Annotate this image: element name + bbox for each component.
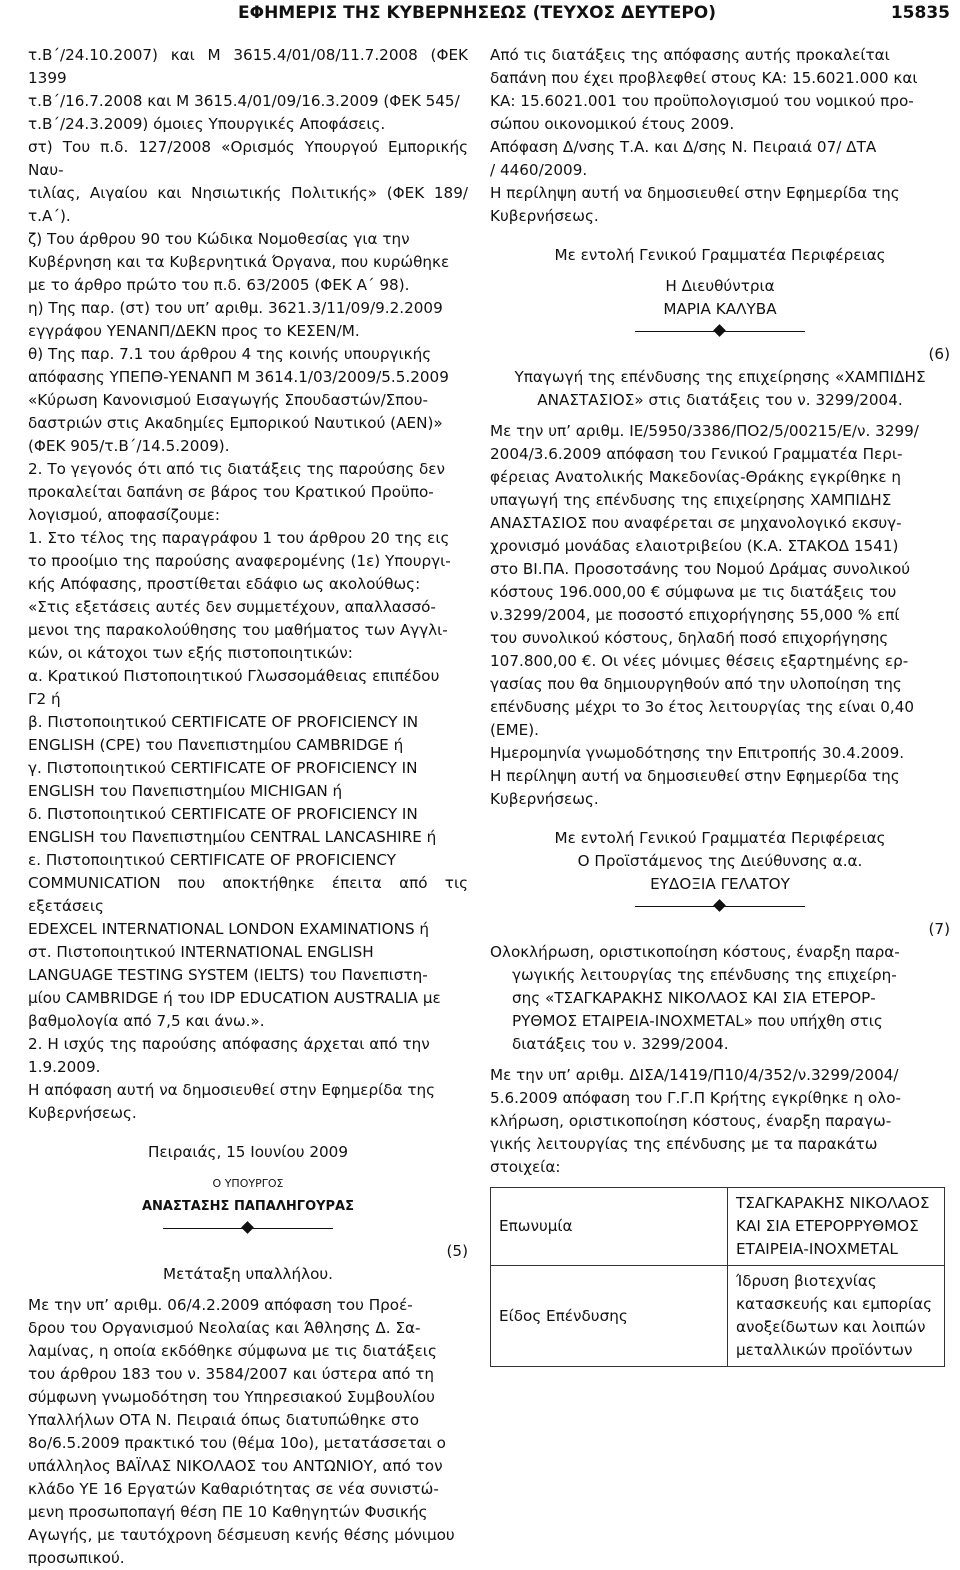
head-name: ΕΥΔΟΞΙΑ ΓΕΛΑΤΟΥ [650,875,790,893]
text-line: Με την υπ’ αριθμ. ΙΕ/5950/3386/ΠΟ2/5/00215/Ε/ν. 3299/ [490,422,919,440]
text-line: κλήρωση, οριστικοποίηση κόστους, έναρξη παραγω- [490,1112,892,1130]
table-cell-value: ΤΣΑΓΚΑΡΑΚΗΣ ΝΙΚΟΛΑΟΣ ΚΑΙ ΣΙΑ ΕΤΕΡΟΡΡΥΘΜΟΣ ΕΤΑΙΡΕΙΑ-ΙΝΟΧΜΕΤΑL [728,1188,945,1266]
text-line: 107.800,00 €. Οι νέες μόνιμες θέσεις εξαρτημένης ερ- [490,652,909,670]
director-name: ΜΑΡΙΑ ΚΑΛΥΒΑ [663,300,777,318]
text-line: Αγωγής, με ταυτόχρονη δέσμευση κενής θέσης μόνιμου [28,1526,455,1544]
text-line: προσωπικού. [28,1549,125,1567]
left-text-block [28,44,468,1125]
table-row [491,1188,945,1266]
text-line: 2. Η ισχύς της παρούσης απόφασης άρχεται από την [28,1035,430,1053]
section-number: (7) [928,920,950,938]
text-line: ε. Πιστοποιητικού CERTIFICATE OF PROFICIENCY [28,851,397,869]
text-line: τιλίας, Αιγαίου και Νησιωτικής Πολιτικής» (ΦΕΚ 189/τ.Α΄). [28,184,468,225]
text-line: μενοι της παρακολούθησης του μαθήματος των Αγγλι- [28,621,448,639]
text-line: η) Της παρ. (στ) του υπ’ αριθμ. 3621.3/11/09/9.2.2009 [28,299,443,317]
text-line: δαστριών στις Ακαδημίες Εμπορικού Ναυτικού (ΑΕΝ)» [28,414,443,432]
right-text-block-1 [490,44,950,228]
text-line: Κυβέρνηση και τα Κυβερνητικά Όργανα, που κυρώθηκε [28,253,450,271]
section-divider [635,900,805,914]
text-line: κόστους 196.000,00 € σύμφωνα με τις διατάξεις του [490,583,897,601]
section-number: (5) [446,1242,468,1260]
text-line: 5.6.2009 απόφαση του Γ.Γ.Π Κρήτης εγκρίθηκε η ολο- [490,1089,901,1107]
text-line: σώπου οικονομικού έτους 2009. [490,115,735,133]
text-line: 8ο/6.5.2009 πρακτικό του (θέμα 10ο), μετατάσσεται ο [28,1434,446,1452]
table-cell-key: Επωνυμία [491,1188,728,1266]
section-title-line: Υπαγωγή της επένδυσης της επιχείρησης «ΧΑΜΠΙΔΗΣ [514,368,926,386]
text-line: κής Απόφασης, προστίθεται εδάφιο ως ακολούθως: [28,575,421,593]
text-line: Με την υπ’ αριθμ. 06/4.2.2009 απόφαση του Προέ- [28,1296,413,1314]
investment-text-block [490,420,950,811]
section-divider [635,325,805,339]
text-line: τ.Β΄/16.7.2008 και Μ 3615.4/01/09/16.3.2009 (ΦΕΚ 545/ [28,92,460,110]
text-line: φέρειας Ανατολικής Μακεδονίας-Θράκης εγκρίθηκε η [490,468,902,486]
text-line: 1.9.2009. [28,1058,101,1076]
text-line: Κυβερνήσεως. [490,790,599,808]
text-line: LANGUAGE TESTING SYSTEM (IELTS) του Πανεπιστη- [28,966,428,984]
text-line: σύμφωνη γνωμοδότηση του Υπηρεσιακού Συμβουλίου [28,1388,435,1406]
text-line: εγγράφου ΥΕΝΑΝΠ/ΔΕΚΝ προς το ΚΕΣΕΝ/Μ. [28,322,360,340]
section-title: Μετάταξη υπαλλήλου. [163,1265,333,1283]
text-line: το προοίμιο της παρούσης αναφερομένης (1ε) Υπουργι- [28,552,451,570]
text-line: χρονισμό μονάδας ελαιοτριβείου (Κ.Α. ΣΤΑΚΟΔ 1541) [490,537,899,555]
text-line: προκαλείται δαπάνη σε βάρος του Κρατικού Προϋπο- [28,483,434,501]
text-line: Η απόφαση αυτή να δημοσιευθεί στην Εφημερίδα της [28,1081,436,1099]
text-line: ENGLISH του Πανεπιστημίου CENTRAL LANCASHIRE ή [28,828,437,846]
text-line: στο ΒΙ.ΠΑ. Προσοτσάνης του Νομού Δράμας συνολικού [490,560,911,578]
text-line: δ. Πιστοποιητικού CERTIFICATE OF PROFICIENCY IN [28,805,418,823]
text-line: COMMUNICATION που αποκτήθηκε έπειτα από τις εξετάσεις [28,874,468,915]
place-date: Πειραιάς, 15 Ιουνίου 2009 [147,1143,349,1161]
text-line: Η περίληψη αυτή να δημοσιευθεί στην Εφημερίδα της [490,767,900,785]
table-row [491,1266,945,1367]
text-line: Υπαλλήλων ΟΤΑ Ν. Πειραιά όπως διατυπώθηκε στο [28,1411,420,1429]
text-line: Κυβερνήσεως. [28,1104,137,1122]
text-line: λογισμού, αποφασίζουμε: [28,506,221,524]
text-line: θ) Της παρ. 7.1 του άρθρου 4 της κοινής υπουργικής [28,345,432,363]
text-line: στ) Του π.δ. 127/2008 «Ορισμός Υπουργού Εμπορικής Ναυ- [28,138,468,179]
text-line: (ΕΜΕ). [490,721,539,739]
text-line: με το άρθρο πρώτο του π.δ. 63/2005 (ΦΕΚ Α΄ 98). [28,276,410,294]
text-line: επένδυσης μέχρι το 3ο έτος λειτουργίας της είναι 0,40 [490,698,915,716]
order-line: Με εντολή Γενικού Γραμματέα Περιφέρειας [554,829,886,847]
section-title [490,941,950,1056]
text-line: διατάξεις του ν. 3299/2004. [512,1035,729,1053]
text-line: Η περίληψη αυτή να δημοσιευθεί στην Εφημερίδα της [490,184,900,202]
text-line: κλάδο ΥΕ 16 Εργατών Καθαριότητας σε νέα συνιστώ- [28,1480,439,1498]
text-line: ΡΥΘΜΟΣ ΕΤΑΙΡΕΙΑ-ΙΝΟΧΜΕΤΑL» που υπήχθη στις [512,1012,883,1030]
text-line: Ημερομηνία γνωμοδότησης την Επιτροπής 30.4.2009. [490,744,905,762]
text-line: Από τις διατάξεις της απόφασης αυτής προκαλείται [490,46,890,64]
section-title-line: ΑΝΑΣΤΑΣΙΟΣ» στις διατάξεις του ν. 3299/2004. [537,391,903,409]
text-line: / 4460/2009. [490,161,588,179]
text-line: τ.Β΄/24.10.2007) και Μ 3615.4/01/08/11.7.2008 (ΦΕΚ 1399 [28,46,468,87]
text-line: (ΦΕΚ 905/τ.Β΄/14.5.2009). [28,437,230,455]
table-cell-key: Είδος Επένδυσης [491,1266,728,1367]
text-line: 1. Στο τέλος της παραγράφου 1 του άρθρου 20 της εις [28,529,450,547]
text-line: τ.Β΄/24.3.2009) όμοιες Υπουργικές Αποφάσεις. [28,115,386,133]
investment-table [490,1187,945,1367]
text-line: στοιχεία: [490,1158,561,1176]
transfer-text-block [28,1294,468,1570]
text-line: ΑΝΑΣΤΑΣΙΟΣ που αναφέρεται σε μηχανολογικό εκσυγ- [490,514,902,532]
text-line: υπάλληλος ΒΑΪΛΑΣ ΝΙΚΟΛΑΟΣ του ΑΝΤΩΝΙΟΥ, από τον [28,1457,443,1475]
text-line: 2004/3.6.2009 απόφαση του Γενικού Γραμματέα Περι- [490,445,903,463]
text-line: ΚΑ: 15.6021.001 του προϋπολογισμού του νομικού προ- [490,92,914,110]
minister-title: Ο ΥΠΟΥΡΓΟΣ [212,1177,284,1190]
text-line: γ. Πιστοποιητικού CERTIFICATE OF PROFICIENCY IN [28,759,418,777]
text-line: γικής λειτουργίας της επένδυσης με τα παρακάτω [490,1135,878,1153]
text-line: γασίας που θα δημιουργηθούν από την υλοποίηση της [490,675,902,693]
page-header [0,0,960,30]
right-column [490,44,950,1367]
text-line: του άρθρου 183 του ν. 3584/2007 και ύστερα από τη [28,1365,435,1383]
section-number: (6) [928,345,950,363]
text-line: ENGLISH του Πανεπιστημίου MICHIGAN ή [28,782,343,800]
text-line: Ολοκλήρωση, οριστικοποίηση κόστους, έναρξη παρα- [490,943,900,961]
text-line: ENGLISH (CPE) του Πανεπιστημίου CAMBRIDGE ή [28,736,404,754]
gazette-title: ΕΦΗΜΕΡΙΣ ΤΗΣ ΚΥΒΕΡΝΗΣΕΩΣ (ΤΕΥΧΟΣ ΔΕΥΤΕΡΟ) [238,3,717,23]
text-line: «Κύρωση Κανονισμού Εισαγωγής Σπουδαστών/Σπου- [28,391,428,409]
page-number: 15835 [890,3,950,23]
left-column [28,44,468,1570]
text-line: Κυβερνήσεως. [490,207,599,225]
text-line: μενη προσωποπαγή θέση ΠΕ 10 Καθηγητών Φυσικής [28,1503,428,1521]
text-line: δαπάνη που έχει προβλεφθεί στους ΚΑ: 15.6021.000 και [490,69,918,87]
text-line: Απόφαση Δ/νσης Τ.Α. και Δ/σης Ν. Πειραιά 07/ ΔΤΑ [490,138,877,156]
text-line: ζ) Του άρθρου 90 του Κώδικα Νομοθεσίας για την [28,230,410,248]
text-line: 2. Το γεγονός ότι από τις διατάξεις της παρούσης δεν [28,460,445,478]
text-line: α. Κρατικού Πιστοποιητικού Γλωσσομάθειας επιπέδου [28,667,440,685]
text-line: «Στις εξετάσεις αυτές δεν συμμετέχουν, απαλλασσό- [28,598,436,616]
text-line: στ. Πιστοποιητικού INTERNATIONAL ENGLISH [28,943,374,961]
text-line: EDEXCEL INTERNATIONAL LONDON EXAMINATIONS ή [28,920,430,938]
text-line: Με την υπ’ αριθμ. ΔΙΣΑ/1419/Π10/4/352/ν.3299/2004/ [490,1066,899,1084]
text-line: σης «ΤΣΑΓΚΑΡΑΚΗΣ ΝΙΚΟΛΑΟΣ ΚΑΙ ΣΙΑ ΕΤΕΡΟΡ- [512,989,876,1007]
text-line: λαμίνας, η οποία εκδόθηκε σύμφωνα με τις διατάξεις [28,1342,437,1360]
text-line: β. Πιστοποιητικού CERTIFICATE OF PROFICIENCY IN [28,713,419,731]
text-line: κών, οι κάτοχοι των εξής πιστοποιητικών: [28,644,353,662]
text-line: του συνολικού κόστους, δηλαδή ποσό επιχορήγησης [490,629,889,647]
text-line: δρου του Οργανισμού Νεολαίας και Άθλησης Δ. Σα- [28,1319,421,1337]
completion-text-block [490,1064,950,1179]
director-title: Η Διευθύντρια [665,277,775,295]
text-line: μίου CAMBRIDGE ή του IDP EDUCATION AUSTRALIA με [28,989,441,1007]
text-line: ν.3299/2004, με ποσοστό επιχορήγησης 55,000 % επί [490,606,900,624]
text-line: βαθμολογία από 7,5 και άνω.». [28,1012,265,1030]
head-title: Ο Προϊστάμενος της Διεύθυνσης α.α. [577,852,863,870]
text-line: υπαγωγή της επένδυσης της επιχείρησης ΧΑΜΠΙΔΗΣ [490,491,892,509]
text-line: Γ2 ή [28,690,61,708]
text-line: απόφασης ΥΠΕΠΘ-ΥΕΝΑΝΠ Μ 3614.1/03/2009/5.5.2009 [28,368,449,386]
table-cell-value: Ίδρυση βιοτεχνίας κατασκευής και εμπορίας ανοξείδωτων και λοιπών μεταλλικών προϊόντων [728,1266,945,1367]
section-divider [163,1222,333,1236]
text-line: γωγικής λειτουργίας της επένδυσης της επιχείρη- [512,966,897,984]
order-line: Με εντολή Γενικού Γραμματέα Περιφέρειας [554,246,886,264]
minister-name: ΑΝΑΣΤΑΣΗΣ ΠΑΠΑΛΗΓΟΥΡΑΣ [141,1199,355,1214]
